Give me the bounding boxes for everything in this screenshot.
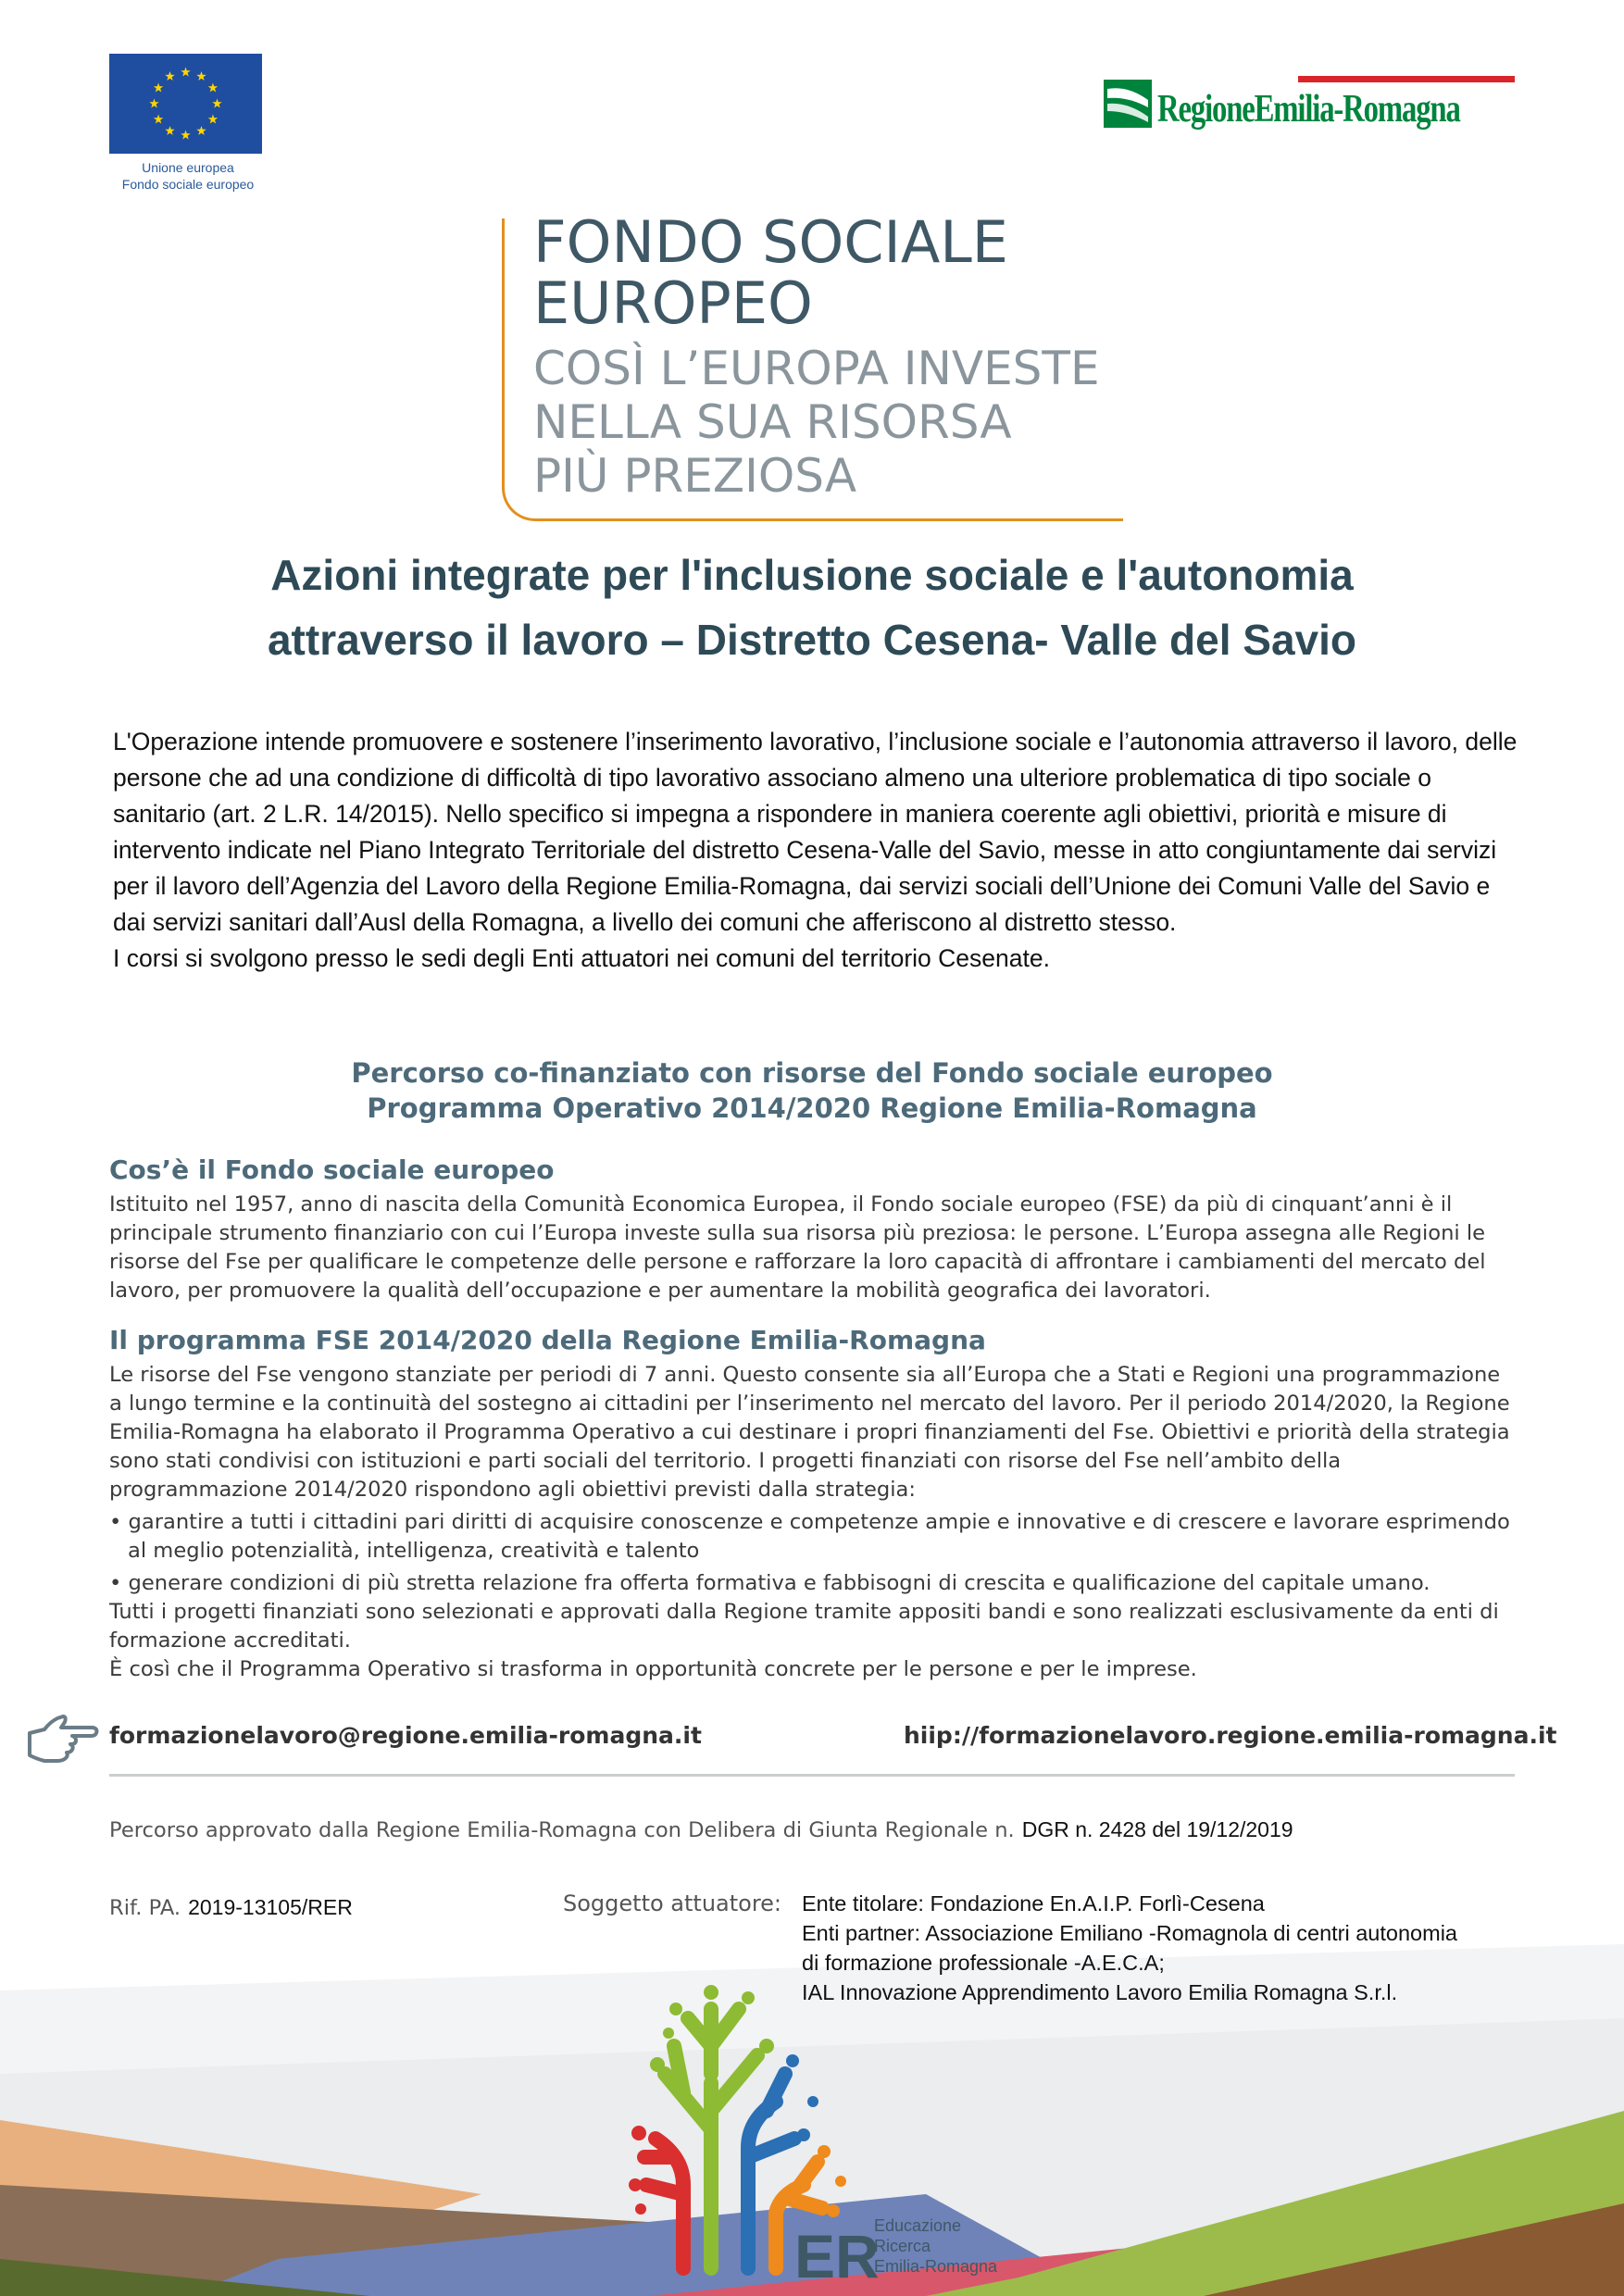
region-logo-bar (1298, 76, 1515, 82)
approval-line (109, 1815, 1293, 1845)
eu-star-icon (181, 68, 190, 77)
section-program-heading: Il programma FSE 2014/2020 della Regione Emilia-Romagna (109, 1325, 986, 1355)
region-logo (1104, 76, 1515, 139)
claim-subtitle: PIÙ PREZIOSA (533, 449, 857, 503)
region-logo-text: RegioneEmilia-Romagna (1157, 88, 1460, 131)
soggetto-line: Enti partner: Associazione Emiliano -Romagnola di centri autonomia (802, 1921, 1457, 1945)
rif-label: Rif. PA. (109, 1896, 181, 1920)
soggetto-label: Soggetto attuatore: (563, 1890, 782, 1916)
er-logo-word: Emilia-Romagna (874, 2257, 998, 2276)
divider (109, 1774, 1515, 1777)
section-fse-paragraph: Istituito nel 1957, anno di nascita della Comunità Economica Europea, il Fondo sociale europeo (FSE) da più di cinquant’anni è il principale strumento finanziario con cui l’Europa investe sulla sua risorsa più preziosa: le persone. L’Europa assegna alle Regioni le risorse del Fse per qualificare le competenze delle persone e rafforzare la loro capacità di affrontare i cambiamenti del mercato del lavoro, per promuovere la qualità dell’occupazione e per aumentare la mobilità geografica dei lavoratori. (109, 1192, 1486, 1303)
intro-text (113, 724, 1520, 977)
er-logo-mark: ER (794, 2222, 880, 2287)
soggetto-line: Ente titolare: Fondazione En.A.I.P. Forlì-Cesena (802, 1891, 1265, 1915)
rif-line (109, 1892, 353, 1923)
eu-star-icon (154, 115, 163, 124)
eu-flag-logo (109, 54, 262, 154)
eu-star-icon (196, 71, 206, 81)
claim-subtitle: NELLA SUA RISORSA (533, 395, 1012, 449)
section-program-body (109, 1361, 1517, 1684)
approval-label: Percorso approvato dalla Regione Emilia-Romagna con Delibera di Giunta Regionale n. (109, 1818, 1015, 1842)
eu-star-icon (208, 115, 218, 124)
eu-caption (100, 159, 276, 193)
eu-star-icon (212, 99, 221, 108)
contact-email-link[interactable]: formazionelavoro@regione.emilia-romagna.it (109, 1722, 702, 1749)
page-title-line: Azioni integrate per l'inclusione sociale e l'autonomia (270, 551, 1354, 599)
approval-value: DGR n. 2428 del 19/12/2019 (1021, 1817, 1293, 1841)
page-title (111, 543, 1513, 672)
eu-star-icon (149, 99, 158, 108)
eu-star-icon (165, 126, 174, 135)
section-program-closing: È così che il Programma Operativo si trasforma in opportunità concrete per le persone e per le imprese. (109, 1657, 1197, 1681)
rif-value: 2019-13105/RER (188, 1895, 353, 1919)
claim-title: FONDO SOCIALE (533, 208, 1008, 276)
eu-star-icon (154, 83, 163, 93)
eu-caption-line: Fondo sociale europeo (121, 177, 255, 192)
eu-star-icon (165, 71, 174, 81)
er-logo-word: Ricerca (874, 2237, 931, 2255)
soggetto-line: di formazione professionale -A.E.C.A; (802, 1951, 1165, 1975)
page-title-line: attraverso il lavoro – Distretto Cesena- Valle del Savio (267, 616, 1357, 664)
pointing-hand-icon (26, 1709, 100, 1766)
cofinance-statement (111, 1055, 1513, 1126)
eu-star-icon (196, 126, 206, 135)
section-program-closing: Tutti i progetti finanziati sono selezionati e approvati dalla Regione tramite appositi bandi e sono realizzati esclusivamente da enti di formazione accreditati. (109, 1600, 1499, 1653)
section-program-bullet: • generare condizioni di più stretta relazione fra offerta formativa e fabbisogni di crescita e qualificazione del capitale umano. (109, 1571, 1430, 1595)
er-logo-word: Educazione (874, 2216, 962, 2235)
region-logo-mark-icon (1104, 80, 1152, 128)
er-logo (618, 1972, 1017, 2287)
section-program-bullet: • garantire a tutti i cittadini pari diritti di acquisire conoscenze e competenze ampie e innovative e di crescere e lavorare esprimendo al meglio potenzialità, intelligenza, creatività e talento (109, 1510, 1510, 1563)
eu-star-icon (181, 131, 190, 140)
claim-title: EUROPEO (533, 269, 813, 337)
section-fse-heading: Cos’è il Fondo sociale europeo (109, 1154, 555, 1185)
cofinance-line: Programma Operativo 2014/2020 Regione Emilia-Romagna (367, 1092, 1257, 1124)
contact-website-link[interactable]: hiip://formazionelavoro.regione.emilia-romagna.it (904, 1722, 1557, 1749)
section-program-paragraph: Le risorse del Fse vengono stanziate per periodi di 7 anni. Questo consente sia all’Europa che a Stati e Regioni una programmazione a lungo termine e la continuità del sostegno ai cittadini per l’inserimento nel mercato del lavoro. Per il periodo 2014/2020, la Regione Emilia-Romagna ha elaborato il Programma Operativo a cui destinare i propri finanziamenti del Fse. Obiettivi e priorità della strategia sono stati condivisi con istituzioni e parti sociali del territorio. I progetti finanziati con risorse del Fse nell’ambito della programmazione 2014/2020 rispondono agli obiettivi previsti dalla strategia: (109, 1363, 1510, 1502)
cofinance-line: Percorso co-finanziato con risorse del Fondo sociale europeo (351, 1057, 1273, 1089)
intro-courses: I corsi si svolgono presso le sedi degli Enti attuatori nei comuni del territorio Cesenate. (113, 944, 1050, 972)
soggetto-line: IAL Innovazione Apprendimento Lavoro Emilia Romagna S.r.l. (802, 1980, 1398, 2004)
intro-paragraph: L'Operazione intende promuovere e sostenere l’inserimento lavorativo, l’inclusione sociale e l’autonomia attraverso il lavoro, delle persone che ad una condizione di difficoltà di tipo lavorativo associano almeno una ulteriore problematica di tipo sociale o sanitario (art. 2 L.R. 14/2015). Nello specifico si impegna a rispondere in maniera coerente agli obiettivi, priorità e misure di intervento indicate nel Piano Integrato Territoriale del distretto Cesena-Valle del Savio, messe in atto congiuntamente dai servizi per il lavoro dell’Agenzia del Lavoro della Regione Emilia-Romagna, dai servizi sociali dell’Unione dei Comuni Valle del Savio e dai servizi sanitari dall’Ausl della Romagna, a livello dei comuni che afferiscono al distretto stesso. (113, 728, 1518, 936)
claim-subtitle: COSÌ L’EUROPA INVESTE (533, 342, 1100, 395)
section-fse-body (109, 1191, 1517, 1305)
eu-caption-line: Unione europea (142, 160, 234, 175)
eu-star-icon (208, 83, 218, 93)
